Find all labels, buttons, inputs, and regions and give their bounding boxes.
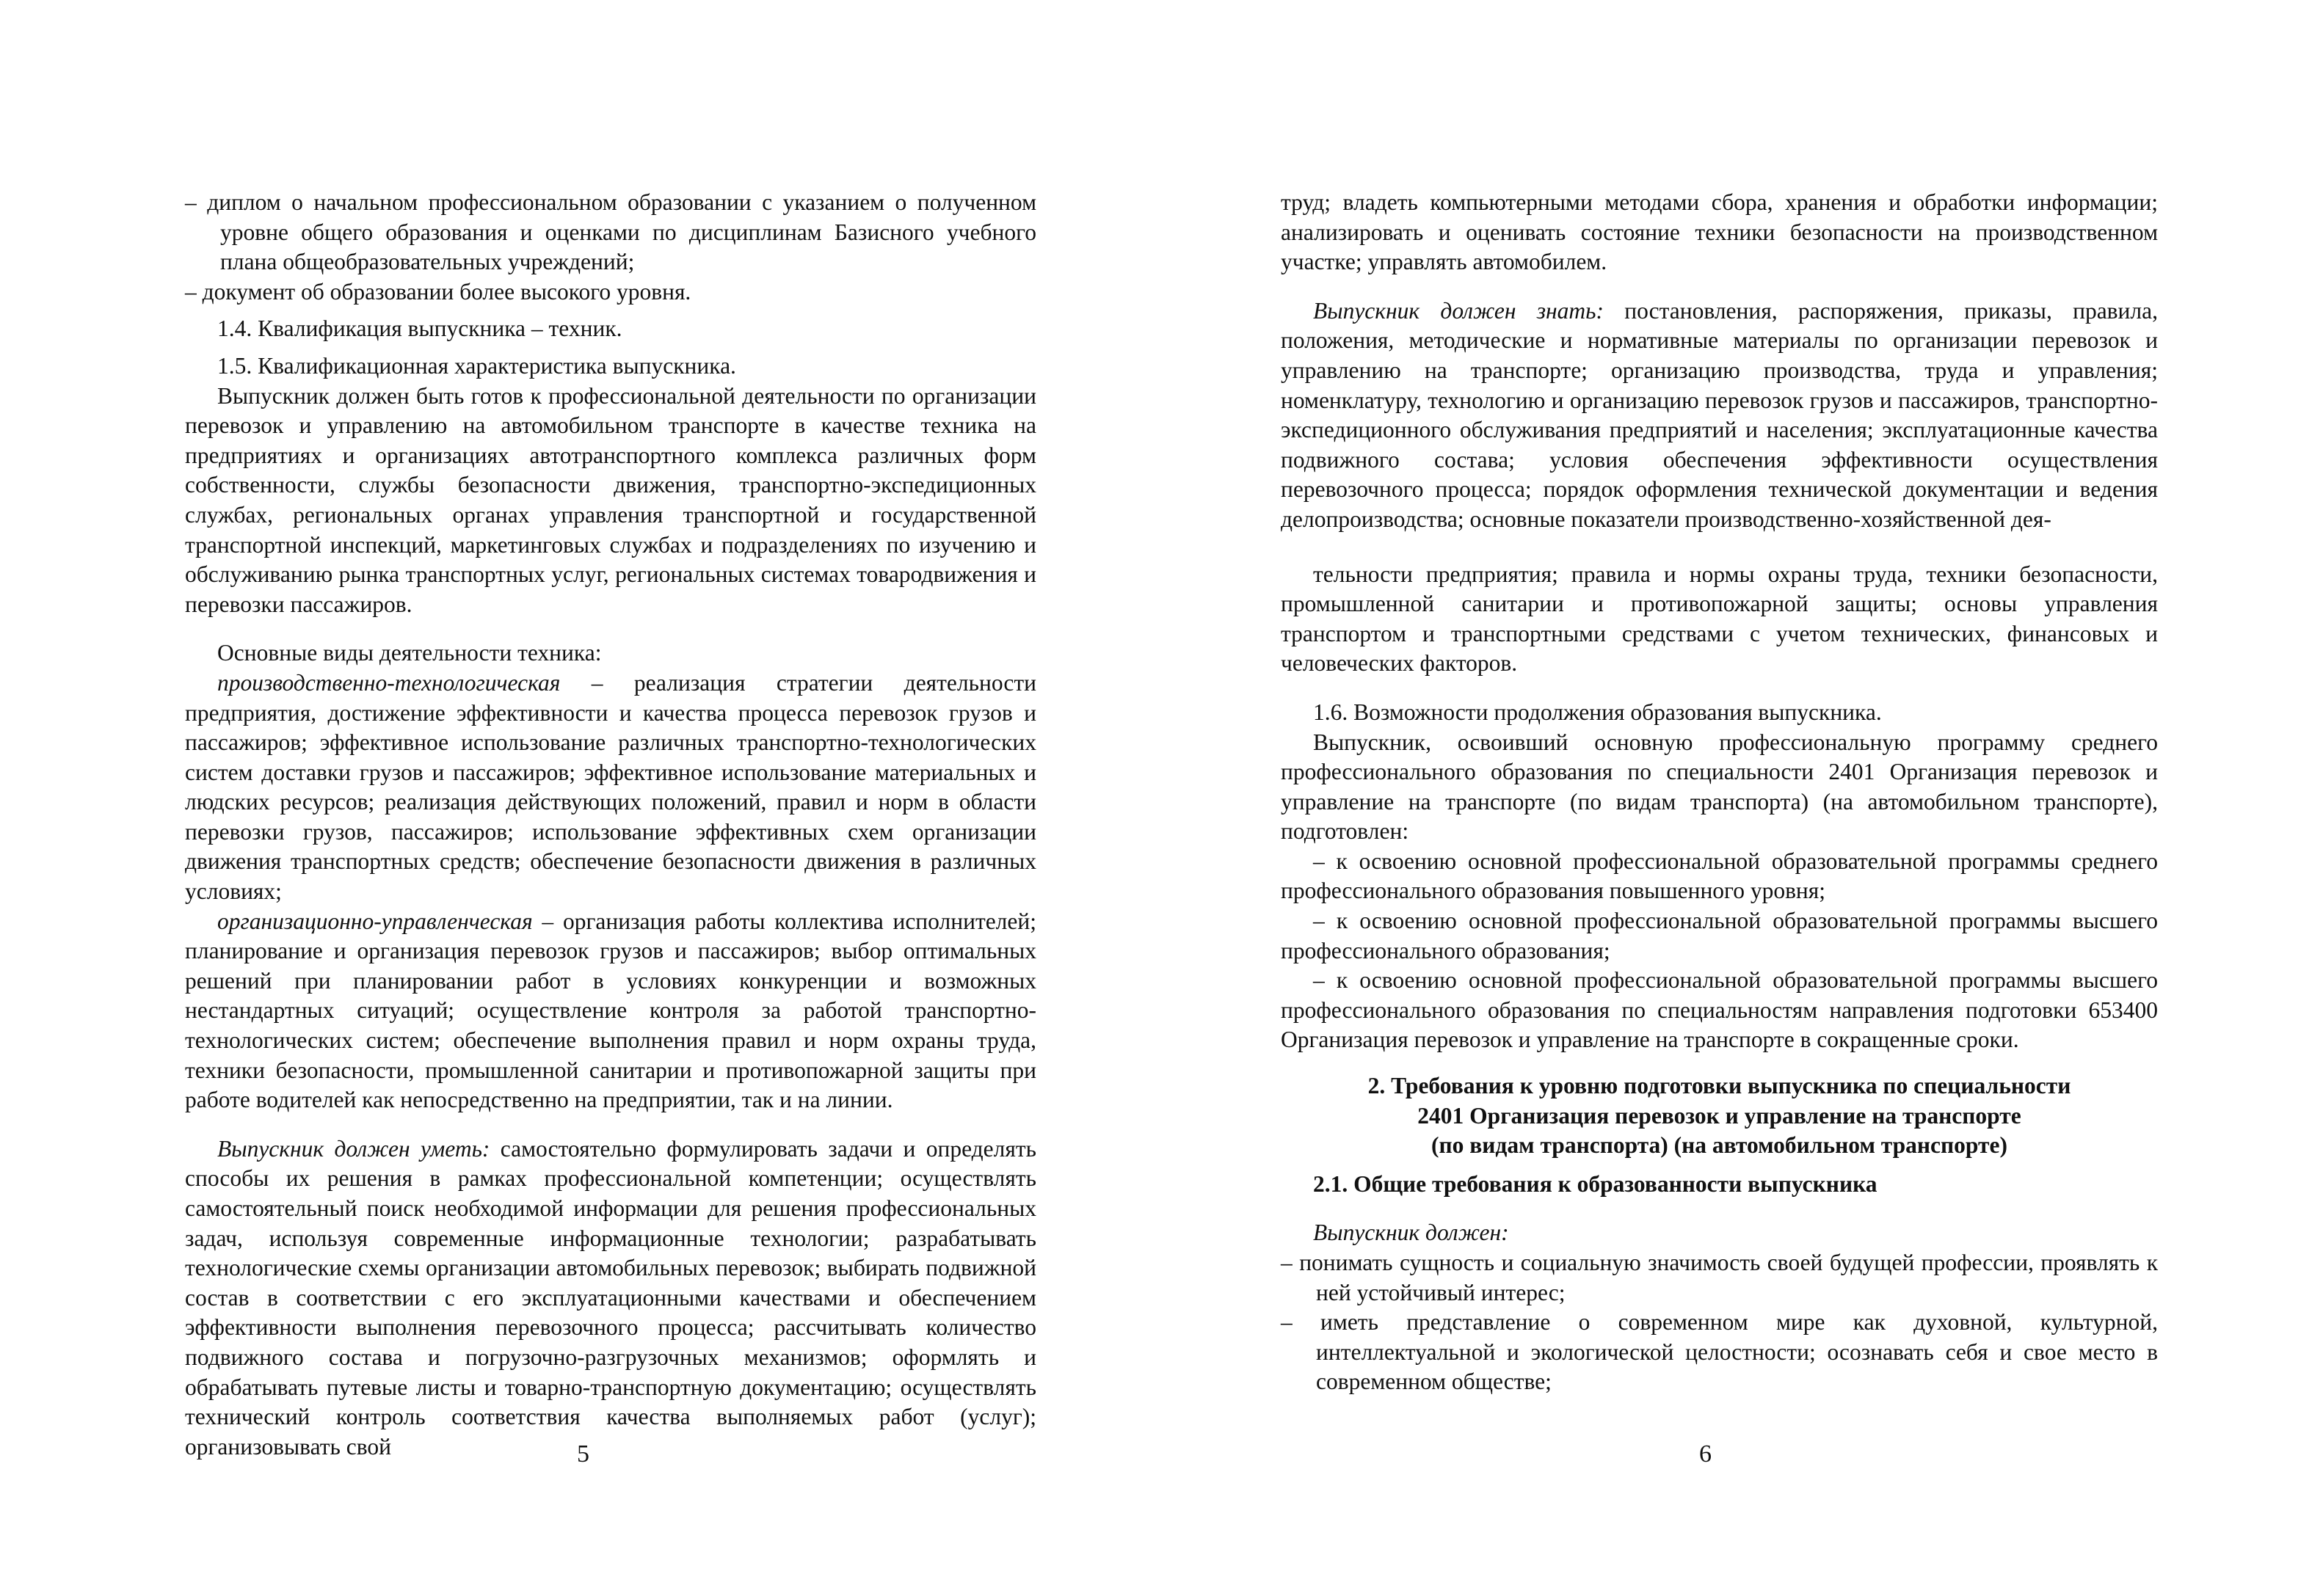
knowledge-continuation: тельности предприятия; правила и нормы охраны труда, техники безопасности, промышленной санитарии и противопожарной защиты; основы управления транспортом и транспортными средствами с учетом технических, финансовых и человеческих факторов. bbox=[1281, 561, 2158, 677]
education-option: – к освоению основной профессиональной образовательной программы среднего профессионального образования повышенного уровня; bbox=[1281, 848, 2158, 904]
requirements-intro: Выпускник должен: bbox=[1313, 1220, 1509, 1246]
management-activity-paragraph: организационно-управленческая – организация работы коллектива исполнителей; планирование и организация перевозок грузов и пассажиров; выбор оптимальных решений при планировании работ в условиях конкуренции и возможных нестандартных ситуаций; осуществление контроля за работой транспортно-технологических систем; обеспечение выполнения правил и норм охраны труда, техники безопасности, промышленной санитарии и противопожарной защиты при работе водителей как непосредственно на предприятии, так и на линии. bbox=[185, 908, 1036, 1113]
requirement-item: – иметь представление о современном мире как духовной, культурной, интеллектуальной и экологической целостности; осознавать себя и свое место в современном обществе; bbox=[1281, 1309, 2158, 1395]
education-paragraph: Выпускник, освоивший основную профессиональную программу среднего профессионального образования по специальности 2401 Организация перевозок и управление на транспорте (по видам транспорта) (на автомобильном транспорте), подготовлен: bbox=[1281, 729, 2158, 845]
section-heading: 2. Требования к уровню подготовки выпускника по специальности 2401 Организация перевозок и управление на транспорте (по видам транспорта) (на автомобильном транспорте) bbox=[1367, 1073, 2071, 1159]
knowledge-paragraph: Выпускник должен знать: постановления, распоряжения, приказы, правила, положения, методические и нормативные материалы по организации перевозок и управлению на транспорте; организацию производства, труда и управления; номенклатуру, технологию и организацию перевозок грузов и пассажиров, транспортно-экспедиционного обслуживания предприятий и населения; эксплуатационные качества подвижного состава; условия обеспечения эффективности осуществления перевозочного процесса; порядок оформления технической документации и ведения делопроизводства; основные показатели производственно-хозяйственной дея- bbox=[1281, 297, 2158, 532]
subsection-heading: 2.1. Общие требования к образованности выпускника bbox=[1313, 1170, 1877, 1197]
education-option: – к освоению основной профессиональной образовательной программы высшего профессионального образования; bbox=[1281, 908, 2158, 963]
right-page bbox=[1156, 0, 2312, 1596]
skills-paragraph: Выпускник должен уметь: самостоятельно формулировать задачи и определять способы их решения в рамках профессиональной компетенции; осуществлять самостоятельный поиск необходимой информации для решения профессиональных задач, используя современные информационные технологии; разрабатывать технологические схемы организации автомобильных перевозок; выбирать подвижной состав в соответствии с его эксплуатационными качествами и обеспечением эффективности выполнения перевозочного процесса; рассчитывать количество подвижного состава и погрузочно-разгрузочных механизмов; оформлять и обрабатывать путевые листы и товарно-транспортную документацию; осуществлять технический контроль соответствия качества выполняемых работ (услуг); организовывать свой bbox=[185, 1135, 1036, 1460]
characteristic-heading: 1.5. Квалификационная характеристика выпускника. bbox=[217, 352, 736, 379]
requirement-item: – понимать сущность и социальную значимость своей будущей профессии, проявлять к ней устойчивый интерес; bbox=[1281, 1250, 2159, 1305]
page-number: 6 bbox=[1699, 1440, 1712, 1468]
continuation-paragraph: труд; владеть компьютерными методами сбора, хранения и обработки информации; анализировать и оценивать состояние техники безопасности на производственном участке; управлять автомобилем. bbox=[1281, 189, 2158, 275]
activities-heading: Основные виды деятельности техника: bbox=[217, 640, 602, 666]
document-item: – документ об образовании более высокого уровня. bbox=[185, 278, 691, 305]
page-number: 5 bbox=[577, 1440, 589, 1468]
diploma-item: – диплом о начальном профессиональном образовании с указанием о полученном уровне общего образования и оценками по дисциплинам Базисного учебного плана общеобразовательных учреждений; bbox=[185, 189, 1037, 275]
qualification-line: 1.4. Квалификация выпускника – техник. bbox=[217, 316, 622, 342]
production-activity-paragraph: производственно-технологическая – реализация стратегии деятельности предприятия, достижение эффективности и качества процесса перевозок грузов и пассажиров; эффективное использование различных транспортно-технологических систем доставки грузов и пассажиров; эффективное использование материальных и людских ресурсов; реализация действующих положений, правил и норм в области перевозки грузов, пассажиров; использование эффективных схем организации движения транспортных средств; обеспечение безопасности движения в различных условиях; bbox=[185, 669, 1036, 905]
education-heading: 1.6. Возможности продолжения образования выпускника. bbox=[1313, 699, 1882, 725]
characteristic-paragraph: Выпускник должен быть готов к профессиональной деятельности по организации перевозок и управлению на автомобильном транспорте в качестве техника на предприятиях и организациях автотранспортного комплекса различных форм собственности, службы безопасности движения, транспортно-экспедиционных службах, региональных органах управления транспортной и государственной транспортной инспекций, маркетинговых службах и подразделениях по изучению и обслуживанию рынка транспортных услуг, региональных системах товародвижения и перевозки пассажиров. bbox=[185, 382, 1036, 617]
left-text-column bbox=[185, 188, 1036, 1462]
right-text-column bbox=[1281, 188, 2158, 1397]
education-option: – к освоению основной профессиональной образовательной программы высшего профессионального образования по специальностям направления подготовки 653400 Организация перевозок и управление на транспорте в сокращенные сроки. bbox=[1281, 967, 2158, 1053]
